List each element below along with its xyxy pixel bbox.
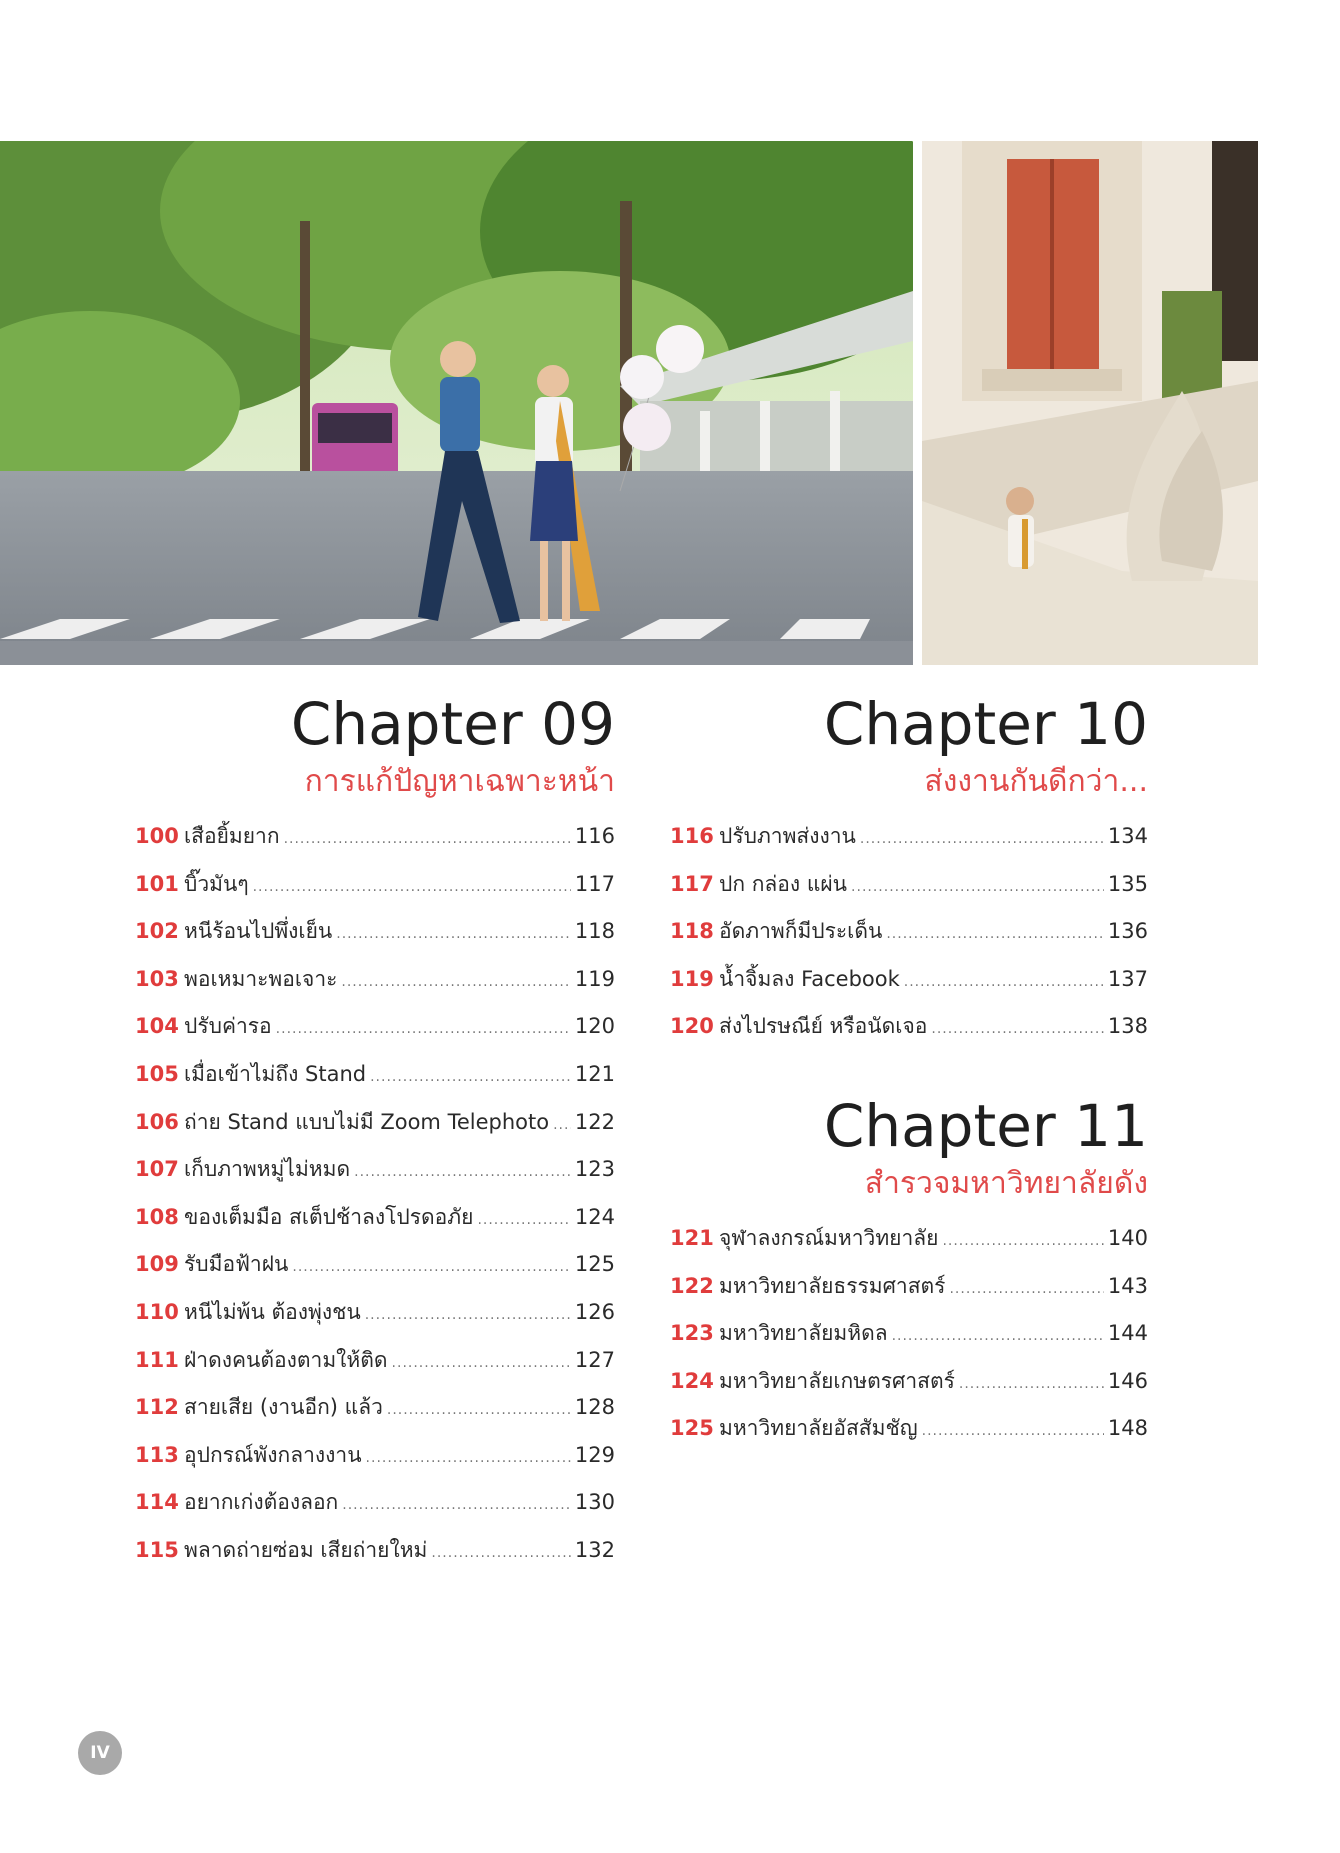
entry-page: 118 (574, 919, 615, 944)
toc-entry (670, 1010, 1148, 1058)
entry-page: 126 (574, 1299, 615, 1324)
entry-title: หนีร้อนไปพึ่งเย็น (184, 919, 333, 944)
entry-title: ปรับค่ารอ (184, 1014, 272, 1039)
dot-leader (553, 1117, 571, 1133)
entry-title: เสือยิ้มยาก (184, 824, 280, 848)
entry-page: 137 (1107, 966, 1148, 991)
toc-entry (135, 1010, 615, 1058)
toc-entry (135, 1391, 615, 1439)
entry-title: มหาวิทยาลัยธรรมศาสตร์ (719, 1273, 946, 1298)
entry-title: พลาดถ่ายซ่อม เสียถ่ายใหม่ (184, 1537, 428, 1562)
entry-page: 119 (574, 966, 615, 991)
toc-entry (135, 1248, 615, 1296)
toc-entry (135, 868, 615, 916)
entry-page: 135 (1107, 871, 1148, 896)
entry-number: 112 (135, 1395, 179, 1420)
toc-entry (135, 1486, 615, 1534)
entry-title: ส่งไปรษณีย์ หรือนัดเจอ (719, 1014, 928, 1039)
entry-number: 122 (670, 1273, 714, 1298)
entry-number: 109 (135, 1252, 179, 1277)
entry-title: อยากเก่งต้องลอก (184, 1490, 339, 1515)
chapter-10-11-section (670, 690, 1148, 1460)
photo-temple-stairs (922, 141, 1258, 665)
dot-leader (851, 879, 1104, 895)
dot-leader (365, 1307, 571, 1323)
toc-entry (135, 820, 615, 868)
chapter-subtitle: การแก้ปัญหาเฉพาะหน้า (304, 764, 615, 799)
chapter-title: Chapter 09 (290, 690, 615, 758)
entry-title: มหาวิทยาลัยมหิดล (719, 1321, 888, 1346)
entry-number: 125 (670, 1416, 714, 1441)
toc-entry (670, 915, 1148, 963)
entry-page: 117 (574, 871, 615, 896)
entry-number: 114 (135, 1490, 179, 1515)
entry-page: 122 (574, 1109, 615, 1134)
entry-number: 107 (135, 1157, 179, 1182)
dot-leader (886, 926, 1104, 942)
toc-list (135, 820, 615, 1582)
entry-number: 124 (670, 1368, 714, 1393)
entry-number: 121 (670, 1225, 714, 1250)
entry-number: 116 (670, 824, 714, 848)
dot-leader (284, 831, 571, 847)
entry-page: 124 (574, 1204, 615, 1229)
entry-number: 100 (135, 824, 179, 848)
entry-page: 121 (574, 1061, 615, 1086)
toc-entry (670, 820, 1148, 868)
entry-number: 102 (135, 919, 179, 944)
dot-leader (392, 1355, 571, 1371)
chapter-subtitle: สำรวจมหาวิทยาลัยดัง (864, 1165, 1148, 1201)
entry-number: 110 (135, 1299, 179, 1324)
entry-page: 127 (574, 1347, 615, 1372)
toc-entry (135, 963, 615, 1011)
toc-entry (135, 1058, 615, 1106)
entry-page: 140 (1107, 1225, 1148, 1250)
entry-number: 101 (135, 871, 179, 896)
dot-leader (341, 974, 571, 990)
toc-entry (670, 1365, 1148, 1413)
dot-leader (860, 831, 1104, 847)
dot-leader (431, 1545, 571, 1561)
entry-page: 144 (1107, 1321, 1148, 1346)
toc-entry (670, 1270, 1148, 1318)
entry-title: จุฬาลงกรณ์มหาวิทยาลัย (719, 1225, 939, 1250)
dot-leader (342, 1497, 571, 1513)
entry-number: 120 (670, 1014, 714, 1039)
toc-entry (670, 868, 1148, 916)
entry-number: 113 (135, 1442, 179, 1467)
photo-street-couple (0, 141, 913, 665)
chapter-11-block (670, 1092, 1148, 1460)
dot-leader (931, 1021, 1104, 1037)
entry-title: อัดภาพก็มีประเด็น (719, 919, 883, 944)
entry-page: 129 (574, 1442, 615, 1467)
entry-page: 134 (1107, 824, 1148, 848)
entry-title: ปก กล่อง แผ่น (719, 871, 848, 896)
dot-leader (949, 1281, 1103, 1297)
entry-page: 138 (1107, 1014, 1148, 1039)
dot-leader (477, 1212, 570, 1228)
toc-entry (135, 1201, 615, 1249)
entry-page: 143 (1107, 1273, 1148, 1298)
entry-page: 116 (574, 824, 615, 848)
toc-entry (135, 915, 615, 963)
entry-number: 104 (135, 1014, 179, 1039)
page-number-badge: IV (78, 1731, 122, 1775)
dot-leader (354, 1164, 571, 1180)
dot-leader (959, 1376, 1104, 1392)
entry-number: 108 (135, 1204, 179, 1229)
dot-leader (370, 1069, 571, 1085)
toc-entry (135, 1153, 615, 1201)
entry-title: หนีไม่พ้น ต้องพุ่งชน (184, 1299, 361, 1324)
entry-page: 128 (574, 1395, 615, 1420)
toc-list (670, 820, 1148, 1058)
entry-title: ฝ่าดงคนต้องตามให้ติด (184, 1347, 388, 1372)
entry-title: มหาวิทยาลัยเกษตรศาสตร์ (719, 1368, 955, 1393)
toc-entry (135, 1296, 615, 1344)
toc-entry (135, 1534, 615, 1582)
toc-entry (135, 1106, 615, 1154)
toc-list (670, 1222, 1148, 1460)
dot-leader (336, 926, 571, 942)
entry-number: 119 (670, 966, 714, 991)
entry-title: ของเต็มมือ สเต็ปช้าลงโปรดอภัย (184, 1204, 474, 1229)
entry-number: 123 (670, 1321, 714, 1346)
chapter-title: Chapter 11 (823, 1091, 1148, 1160)
dot-leader (253, 879, 571, 895)
chapter-subtitle: ส่งงานกันดีกว่า... (924, 764, 1148, 799)
toc-entry (670, 963, 1148, 1011)
entry-title: เมื่อเข้าไม่ถึง Stand (184, 1061, 367, 1086)
dot-leader (904, 974, 1104, 990)
entry-title: พอเหมาะพอเจาะ (184, 966, 338, 991)
entry-title: ถ่าย Stand แบบไม่มี Zoom Telephoto (184, 1109, 550, 1134)
entry-number: 105 (135, 1061, 179, 1086)
entry-page: 125 (574, 1252, 615, 1277)
dot-leader (366, 1450, 571, 1466)
entry-title: รับมือฟ้าฝน (184, 1252, 289, 1277)
entry-page: 136 (1107, 919, 1148, 944)
entry-title: สายเสีย (งานอีก) แล้ว (184, 1395, 383, 1420)
toc-entry (135, 1439, 615, 1487)
entry-page: 132 (574, 1537, 615, 1562)
entry-page: 146 (1107, 1368, 1148, 1393)
entry-page: 148 (1107, 1416, 1148, 1441)
chapter-09-section (135, 690, 615, 1582)
entry-page: 120 (574, 1014, 615, 1039)
toc-entry (135, 1344, 615, 1392)
entry-number: 118 (670, 919, 714, 944)
entry-title: น้ำจิ้มลง Facebook (719, 966, 900, 991)
entry-title: บิ๊วมันๆ (184, 871, 249, 896)
dot-leader (276, 1021, 571, 1037)
entry-title: อุปกรณ์พังกลางงาน (184, 1442, 362, 1467)
toc-entry (670, 1222, 1148, 1270)
toc-entry (670, 1317, 1148, 1365)
toc-entry (670, 1412, 1148, 1460)
entry-number: 111 (135, 1347, 179, 1372)
entry-title: เก็บภาพหมู่ไม่หมด (184, 1157, 351, 1182)
dot-leader (387, 1402, 571, 1418)
entry-page: 123 (574, 1157, 615, 1182)
dot-leader (292, 1259, 571, 1275)
entry-number: 103 (135, 966, 179, 991)
chapter-title: Chapter 10 (823, 690, 1148, 758)
dot-leader (942, 1233, 1103, 1249)
entry-title: มหาวิทยาลัยอัสสัมชัญ (719, 1416, 918, 1441)
entry-title: ปรับภาพส่งงาน (719, 824, 856, 848)
dot-leader (892, 1328, 1104, 1344)
entry-number: 106 (135, 1109, 179, 1134)
dot-leader (922, 1423, 1104, 1439)
entry-number: 115 (135, 1537, 179, 1562)
entry-page: 130 (574, 1490, 615, 1515)
entry-number: 117 (670, 871, 714, 896)
